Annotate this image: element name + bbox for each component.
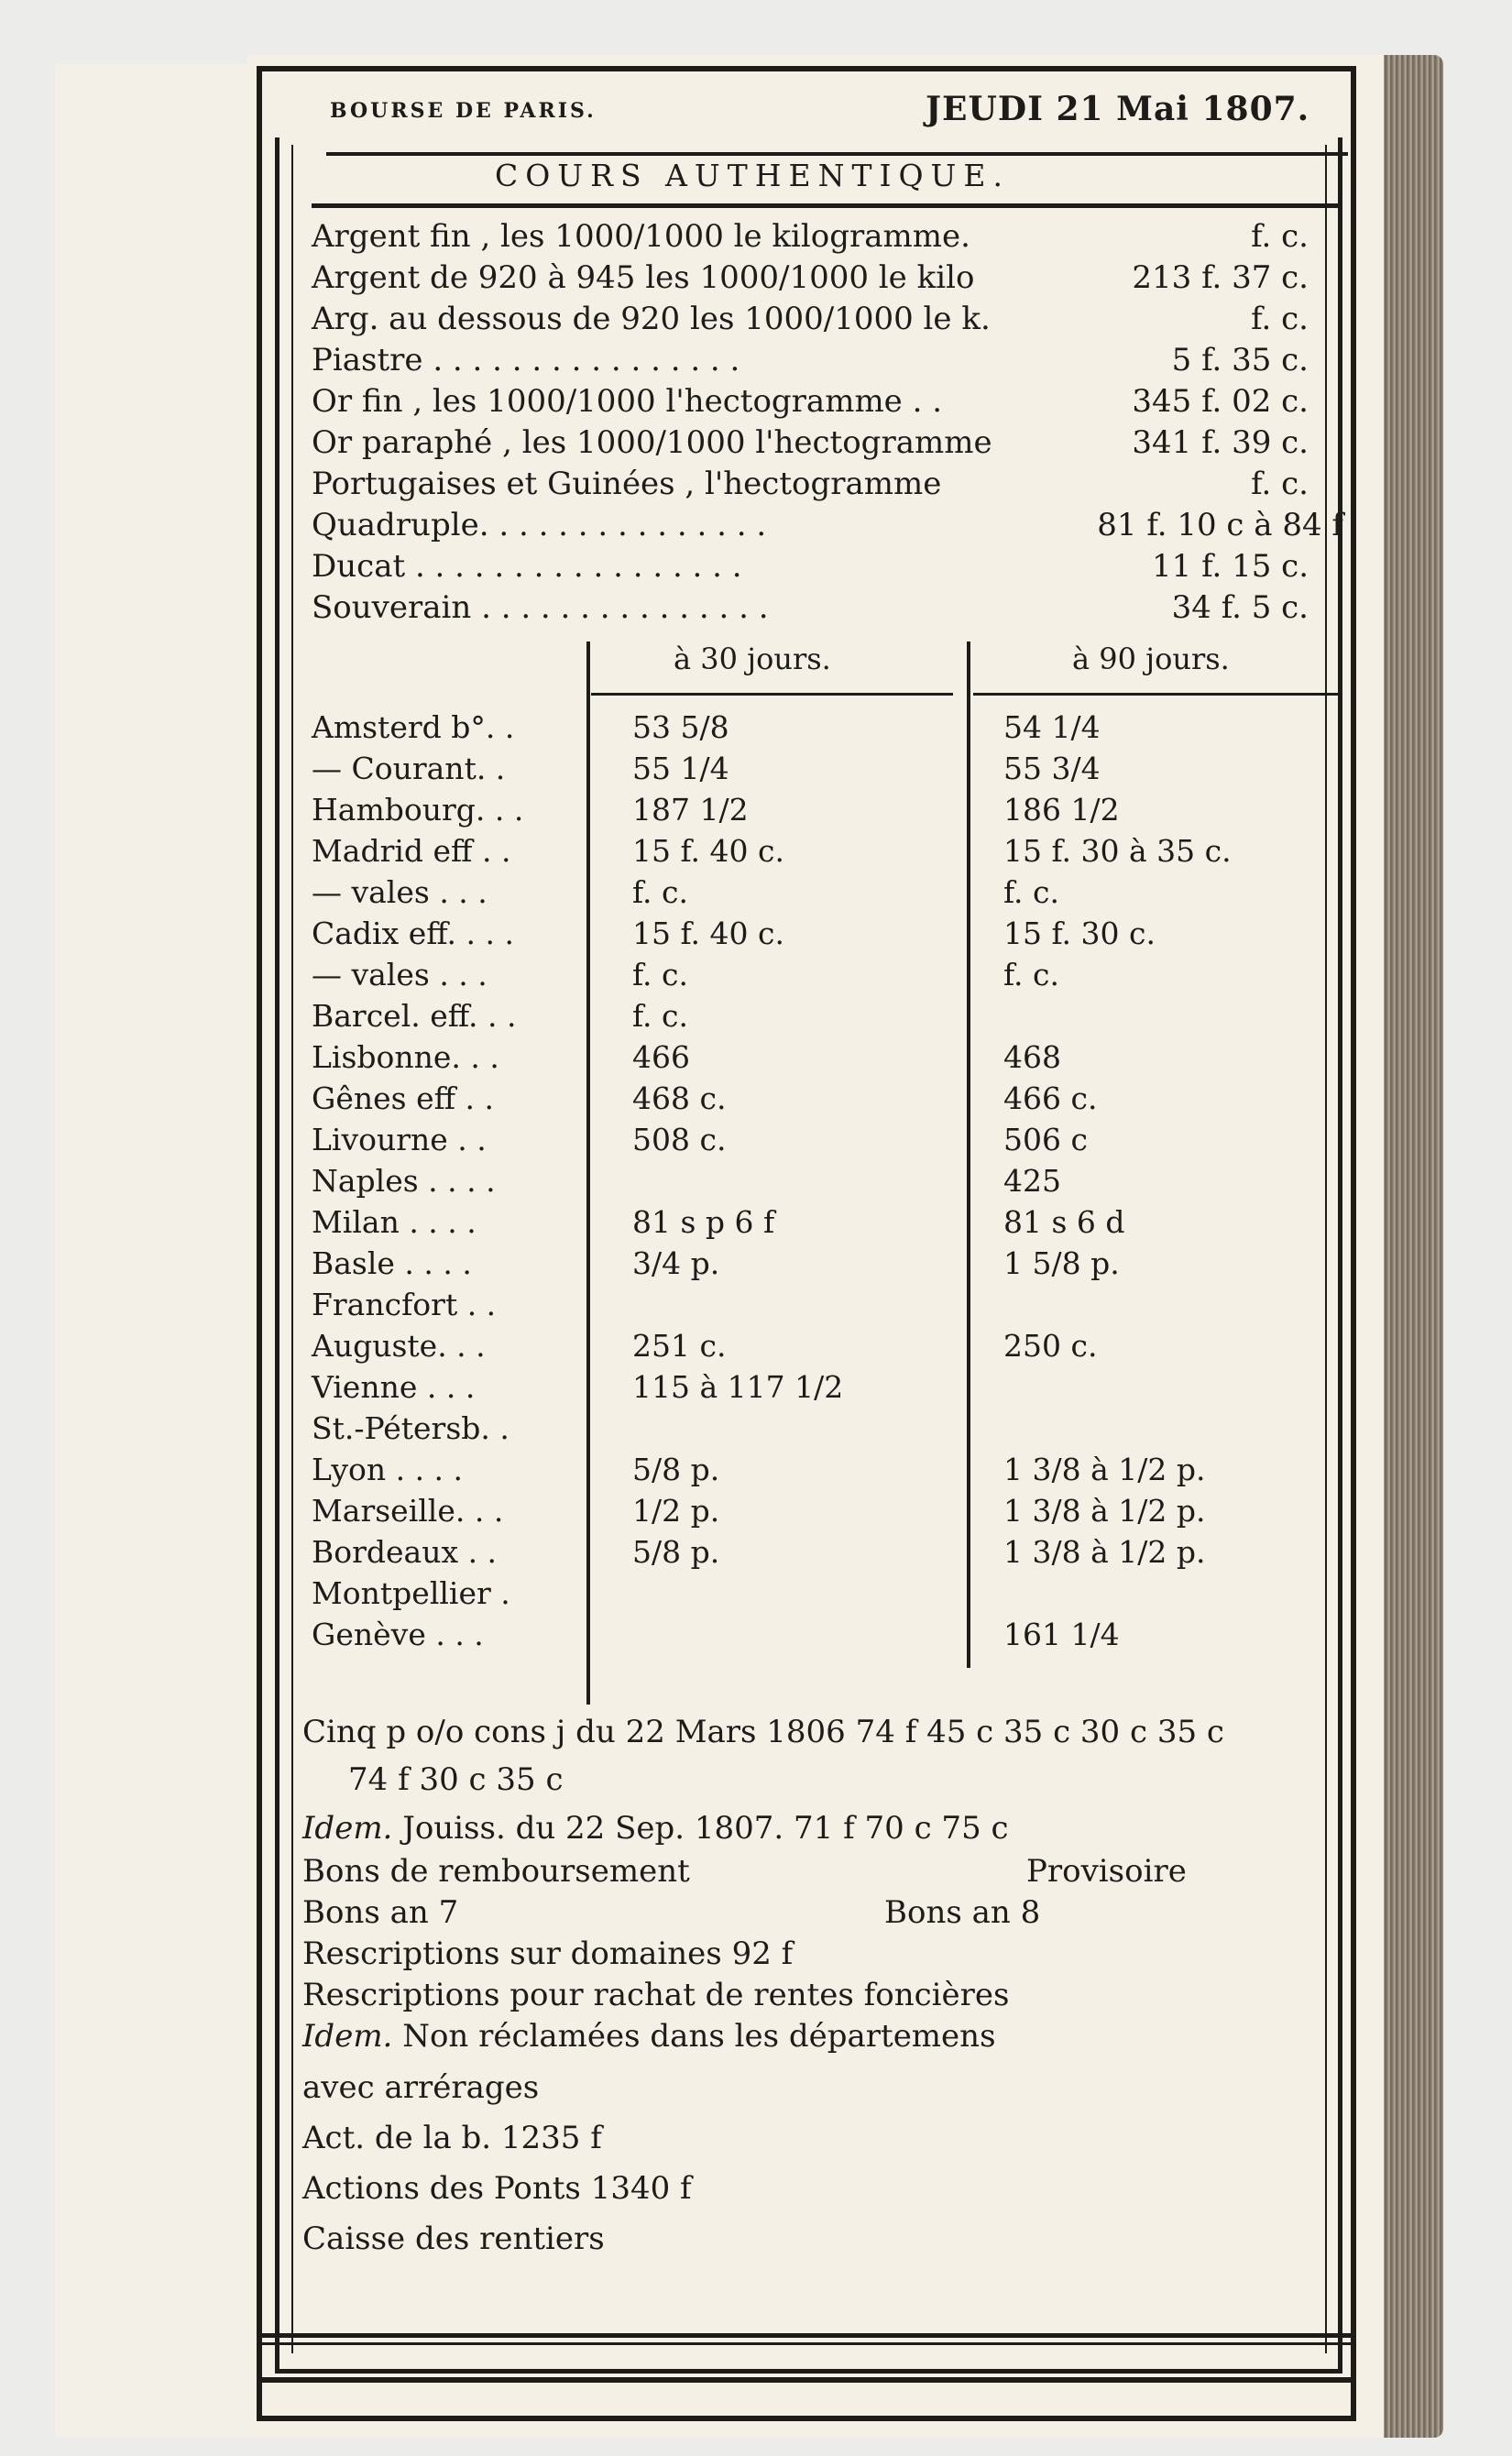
rate-90-days: 15 f. 30 c. [1003,916,1156,951]
exchange-city: Amsterd b°. . [312,709,515,745]
bons-remboursement-label: Bons de remboursement [302,1853,690,1890]
rate-90-days: 81 s 6 d [1003,1204,1125,1240]
rate-90-days: 466 c. [1003,1080,1098,1116]
exchange-city: Marseille. . . [312,1493,504,1529]
price-value: f. c. [1251,218,1309,255]
price-value: 34 f. 5 c. [1171,589,1309,626]
column-head-rule-30 [591,693,953,696]
five-percent-line-continued: 74 f 30 c 35 c [348,1761,564,1798]
exchange-row [312,1369,1347,1409]
price-row [312,589,1347,630]
rate-30-days: f. c. [632,874,688,910]
rate-30-days: 508 c. [632,1122,727,1157]
exchange-city: Madrid eff . . [312,833,511,869]
column-head-rule-90 [973,693,1338,696]
price-value: 213 f. 37 c. [1132,259,1309,296]
rate-90-days: 1 5/8 p. [1003,1245,1120,1281]
price-value: 81 f. 10 c à 84 f [1097,507,1343,543]
exchange-city: Basle . . . . [312,1245,472,1281]
rate-90-days: 250 c. [1003,1328,1098,1364]
rate-30-days: 5/8 p. [632,1534,720,1570]
exchange-city: Genève . . . [312,1617,484,1652]
column-head-30-days: à 30 jours. [674,641,831,676]
price-label: Argent de 920 à 945 les 1000/1000 le kilo [312,259,975,296]
rate-90-days: 1 3/8 à 1/2 p. [1003,1452,1206,1487]
exchange-row [312,1617,1347,1657]
price-value: 11 f. 15 c. [1152,548,1309,585]
idem-non-reclamees-line [302,2018,996,2055]
non-reclamees-text: Non réclamées dans les départemens [402,2018,996,2055]
exchange-city: St.-Pétersb. . [312,1410,509,1446]
exchange-city: Francfort . . [312,1287,497,1322]
page-title: COURS AUTHENTIQUE. [495,158,1010,193]
price-value: 341 f. 39 c. [1132,424,1309,461]
price-row [312,218,1347,258]
column-head-90-days: à 90 jours. [1072,641,1230,676]
rate-30-days: 187 1/2 [632,792,749,828]
rate-90-days: f. c. [1003,874,1059,910]
exchange-row [312,1410,1347,1451]
price-row [312,301,1347,341]
idem-jouissance-line [302,1810,1009,1847]
rate-90-days: 468 [1003,1039,1061,1075]
rate-30-days: 5/8 p. [632,1452,720,1487]
rate-30-days: 55 1/4 [632,751,729,786]
actions-banque-line: Act. de la b. 1235 f [302,2120,602,2156]
exchange-city: Gênes eff . . [312,1080,495,1116]
exchange-row [312,1534,1347,1574]
exchange-city: — vales . . . [312,874,488,910]
exchange-city: Auguste. . . [312,1328,486,1364]
rate-90-days: 161 1/4 [1003,1617,1120,1652]
price-label: Or paraphé , les 1000/1000 l'hectogramme [312,424,992,461]
bons-remboursement-line [302,1853,1310,1890]
title-rule [312,203,1338,208]
rate-30-days: 466 [632,1039,690,1075]
exchange-row [312,1122,1347,1162]
rate-30-days: 81 s p 6 f [632,1204,775,1240]
exchange-city: Livourne . . [312,1122,487,1157]
exchange-city: Barcel. eff. . . [312,998,517,1034]
price-row [312,342,1347,382]
exchange-row [312,1328,1347,1368]
exchange-row [312,1452,1347,1492]
bottom-rule-top [261,2333,1352,2338]
exchange-row [312,874,1347,915]
price-row [312,548,1347,588]
rate-90-days: 55 3/4 [1003,751,1101,786]
header-rule [326,152,1348,156]
price-label: Piastre . . . . . . . . . . . . . . . . [312,342,740,378]
exchange-row [312,792,1347,832]
rate-90-days: 15 f. 30 à 35 c. [1003,833,1232,869]
price-label: Quadruple. . . . . . . . . . . . . . . [312,507,767,543]
rate-30-days: 468 c. [632,1080,727,1116]
bons-an-7-label: Bons an 7 [302,1894,459,1931]
rate-90-days: 1 3/8 à 1/2 p. [1003,1534,1206,1570]
rate-30-days: 115 à 117 1/2 [632,1369,844,1405]
rate-30-days: f. c. [632,957,688,992]
rate-30-days: f. c. [632,998,688,1034]
price-value: 5 f. 35 c. [1171,342,1309,378]
price-row [312,507,1347,547]
exchange-city: — Courant. . [312,751,506,786]
rate-90-days: 186 1/2 [1003,792,1120,828]
exchange-city: Lyon . . . . [312,1452,464,1487]
exchange-row [312,709,1347,750]
exchange-row [312,1080,1347,1121]
caisse-rentiers-line: Caisse des rentiers [302,2220,605,2257]
exchange-city: Milan . . . . [312,1204,477,1240]
rescriptions-domaines-line: Rescriptions sur domaines 92 f [302,1935,794,1972]
exchange-city: Lisbonne. . . [312,1039,499,1075]
bons-an-line [302,1894,1310,1931]
exchange-city: Montpellier . [312,1575,510,1611]
bottom-rule-bottom [261,2377,1352,2383]
rate-30-days: 3/4 p. [632,1245,720,1281]
exchange-city: Naples . . . . [312,1163,496,1199]
header-left: BOURSE DE PARIS. [330,99,597,123]
rate-90-days: 54 1/4 [1003,709,1101,745]
exchange-row [312,957,1347,997]
rate-30-days: 1/2 p. [632,1493,720,1529]
exchange-row [312,1204,1347,1244]
rate-30-days: 15 f. 40 c. [632,916,784,951]
exchange-city: Bordeaux . . [312,1534,498,1570]
price-value: 345 f. 02 c. [1132,383,1309,420]
book-left-page-edge [55,64,257,2438]
exchange-city: Cadix eff. . . . [312,916,514,951]
rate-90-days: 1 3/8 à 1/2 p. [1003,1493,1206,1529]
bons-an-8-label: Bons an 8 [884,1894,1041,1931]
exchange-row [312,1163,1347,1203]
price-row [312,383,1347,423]
exchange-row [312,1039,1347,1080]
price-label: Ducat . . . . . . . . . . . . . . . . . [312,548,742,585]
price-row [312,259,1347,300]
idem-label: Idem. [302,1810,393,1847]
rate-90-days: f. c. [1003,957,1059,992]
rate-90-days: 425 [1003,1163,1061,1199]
header-date: JEUDI 21 Mai 1807. [926,90,1310,128]
actions-ponts-line: Actions des Ponts 1340 f [302,2170,692,2207]
price-value: f. c. [1251,466,1309,502]
exchange-row [312,1493,1347,1533]
exchange-row [312,1575,1347,1616]
bottom-rule-middle [261,2342,1352,2345]
exchange-row [312,998,1347,1038]
provisoire-label: Provisoire [1026,1853,1187,1890]
exchange-row [312,1245,1347,1286]
price-label: Portugaises et Guinées , l'hectogramme [312,466,942,502]
rate-30-days: 251 c. [632,1328,727,1364]
exchange-row [312,916,1347,956]
exchange-city: Hambourg. . . [312,792,524,828]
rate-30-days: 15 f. 40 c. [632,833,784,869]
exchange-row [312,833,1347,873]
price-value: f. c. [1251,301,1309,337]
exchange-row [312,751,1347,791]
price-label: Argent fin , les 1000/1000 le kilogramme. [312,218,970,255]
idem-label: Idem. [302,2018,393,2055]
exchange-city: Vienne . . . [312,1369,476,1405]
price-row [312,424,1347,465]
price-label: Or fin , les 1000/1000 l'hectogramme . . [312,383,943,420]
rate-30-days: 53 5/8 [632,709,729,745]
five-percent-line: Cinq p o/o cons j du 22 Mars 1806 74 f 45 c 35 c 30 c 35 c [302,1714,1224,1750]
rate-90-days: 506 c [1003,1122,1088,1157]
arrerages-line: avec arrérages [302,2069,540,2106]
rescriptions-rachat-line: Rescriptions pour rachat de rentes foncières [302,1977,1010,2013]
price-row [312,466,1347,506]
price-label: Arg. au dessous de 920 les 1000/1000 le k. [312,301,991,337]
exchange-city: — vales . . . [312,957,488,992]
price-label: Souverain . . . . . . . . . . . . . . . [312,589,769,626]
idem-jouissance-text: Jouiss. du 22 Sep. 1807. 71 f 70 c 75 c [402,1810,1009,1847]
book-page-stack [1375,55,1443,2438]
exchange-row [312,1287,1347,1327]
